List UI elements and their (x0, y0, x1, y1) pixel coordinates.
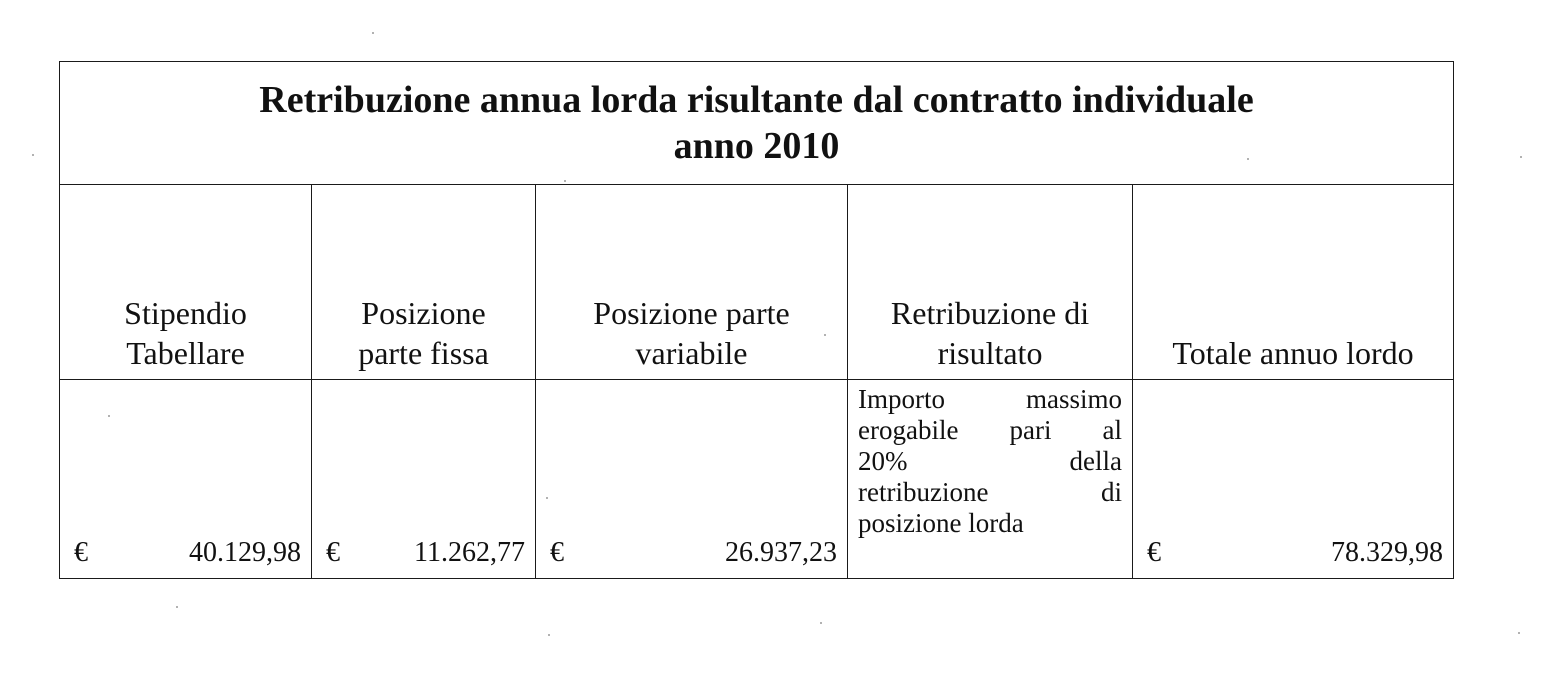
note-word: retribuzione (858, 477, 989, 507)
header-text: variabile (635, 335, 748, 371)
amount-value: 78.329,98 (1331, 537, 1444, 568)
header-retribuzione-di-risultato (848, 185, 1133, 380)
header-text: Retribuzione di (890, 295, 1090, 331)
header-text: parte fissa (358, 335, 489, 371)
header-text: Stipendio (124, 295, 247, 331)
amount-value: 11.262,77 (414, 537, 525, 568)
value-totale-annuo-lordo (1133, 380, 1454, 579)
amount-value: 26.937,23 (725, 537, 837, 568)
currency-symbol: € (326, 537, 340, 568)
header-text: Posizione (361, 295, 486, 331)
header-text: Posizione parte (593, 295, 790, 331)
title-row (60, 62, 1454, 185)
currency-symbol: € (1147, 537, 1161, 568)
note-line (858, 477, 1122, 508)
scan-speck (820, 622, 822, 624)
value-stipendio-tabellare (60, 380, 312, 579)
scan-speck (548, 634, 550, 636)
note-word: Importo (858, 384, 945, 414)
salary-table (59, 61, 1454, 579)
note-line (858, 415, 1122, 446)
header-posizione-parte-variabile (536, 185, 848, 380)
note-line (858, 508, 1122, 539)
scan-speck (1518, 632, 1520, 634)
note-word: della (1069, 446, 1122, 476)
header-posizione-parte-fissa (312, 185, 536, 380)
header-text: Tabellare (126, 335, 245, 371)
note-word: al (1102, 415, 1122, 445)
value-posizione-parte-fissa (312, 380, 536, 579)
value-posizione-parte-variabile (536, 380, 848, 579)
note-line (858, 384, 1122, 415)
note-word: posizione lorda (858, 508, 1024, 538)
header-text: risultato (937, 335, 1043, 371)
scan-speck (176, 606, 178, 608)
title-line-1: Retribuzione annua lorda risultante dal contratto individuale (259, 79, 1254, 121)
note-retribuzione-di-risultato (848, 380, 1133, 579)
note-word: massimo (1025, 384, 1122, 414)
title-line-2: anno 2010 (673, 125, 840, 167)
currency-symbol: € (74, 537, 88, 568)
note-word: pari (1009, 415, 1052, 445)
note-word: erogabile (858, 415, 959, 445)
scan-speck (1520, 156, 1522, 158)
header-row (60, 185, 1454, 380)
note-line (858, 446, 1122, 477)
table-title (60, 62, 1454, 185)
scan-speck (372, 32, 374, 34)
values-row (60, 380, 1454, 579)
note-word: di (1100, 477, 1122, 507)
currency-symbol: € (550, 537, 564, 568)
header-text: Totale annuo lordo (1172, 335, 1414, 371)
header-stipendio-tabellare (60, 185, 312, 380)
amount-value: 40.129,98 (189, 537, 301, 568)
scan-speck (32, 154, 34, 156)
header-totale-annuo-lordo (1133, 185, 1454, 380)
note-word: 20% (858, 446, 908, 476)
